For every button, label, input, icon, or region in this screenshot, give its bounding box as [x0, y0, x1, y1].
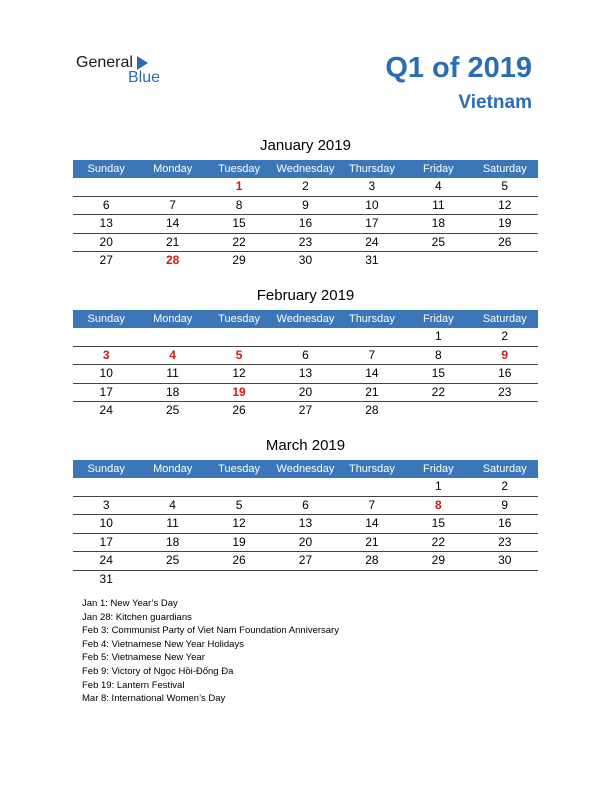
date-cell: 3	[368, 179, 376, 193]
date-cell	[139, 178, 205, 196]
holiday-note: Feb 19: Lantern Festival	[82, 679, 185, 691]
month-calendar	[73, 136, 538, 270]
date-cell: 18	[165, 384, 180, 399]
date-cell: 21	[365, 384, 379, 399]
holiday-note: Mar 8: International Women’s Day	[82, 693, 226, 705]
logo	[76, 54, 176, 90]
weekday-label: Sunday	[87, 463, 125, 475]
date-cell	[272, 328, 338, 346]
date-cell: 9	[501, 497, 509, 512]
week-row	[73, 365, 538, 384]
date-cell: 12	[232, 366, 246, 380]
date-cell: 21	[365, 534, 379, 549]
date-cell: 15	[232, 216, 246, 230]
date-cell: 1	[434, 329, 442, 343]
weekday-label: Tuesday	[218, 163, 260, 175]
date-cell	[272, 478, 338, 496]
weekday-label: Tuesday	[218, 313, 260, 325]
holiday-note: Feb 3: Communist Party of Viet Nam Foundation Anniversary	[82, 625, 339, 637]
date-cell: 14	[365, 366, 379, 380]
weekday-label: Sunday	[87, 313, 125, 325]
logo-general-text: General	[76, 54, 133, 71]
holiday-date-cell: 9	[501, 347, 509, 362]
date-cell: 6	[302, 497, 309, 512]
date-cell: 18	[431, 216, 445, 230]
weekday-label: Friday	[423, 163, 454, 175]
date-cell	[405, 402, 471, 420]
date-cell: 6	[102, 197, 110, 212]
date-cell: 16	[498, 366, 512, 380]
week-row	[73, 197, 538, 216]
date-cell: 8	[434, 347, 442, 362]
weekday-label: Friday	[423, 313, 454, 325]
date-cell	[272, 571, 338, 589]
weekday-label: Monday	[153, 163, 193, 175]
date-cell: 18	[165, 534, 180, 549]
month-calendar	[73, 286, 538, 420]
date-cell: 17	[99, 384, 113, 399]
week-row	[73, 384, 538, 403]
holiday-note: Jan 28: Kitchen guardians	[82, 611, 192, 623]
date-cell: 2	[501, 329, 509, 343]
week-row	[73, 515, 538, 534]
date-cell: 24	[99, 553, 113, 567]
weekday-label: Tuesday	[218, 463, 260, 475]
weekday-label: Thursday	[348, 163, 395, 175]
week-row	[73, 215, 538, 234]
weekday-label: Thursday	[348, 463, 395, 475]
date-cell: 21	[165, 234, 180, 249]
date-cell: 22	[431, 534, 445, 549]
holiday-note: Feb 5: Vietnamese New Year	[82, 652, 205, 664]
week-row	[73, 402, 538, 420]
date-cell	[339, 328, 405, 346]
date-cell: 29	[431, 553, 445, 567]
date-cell: 24	[99, 403, 113, 417]
date-cell: 31	[365, 253, 379, 267]
weekday-label: Saturday	[482, 313, 527, 325]
week-row	[73, 478, 538, 497]
date-cell: 12	[498, 197, 512, 212]
weekday-label: Wednesday	[276, 313, 335, 325]
holiday-date-cell: 19	[232, 384, 246, 399]
date-cell: 30	[298, 253, 313, 267]
month-title: February 2019	[256, 287, 355, 304]
date-cell: 14	[165, 216, 180, 230]
date-cell: 2	[302, 179, 309, 193]
page-title: Q1 of 2019	[385, 52, 532, 84]
date-cell: 13	[298, 516, 313, 530]
date-cell: 17	[99, 534, 113, 549]
date-cell: 4	[434, 179, 442, 193]
date-cell	[139, 478, 205, 496]
date-cell: 11	[166, 366, 179, 380]
week-row	[73, 328, 538, 347]
date-cell: 23	[498, 534, 512, 549]
week-row	[73, 252, 538, 270]
week-row	[73, 571, 538, 589]
date-cell: 17	[365, 216, 379, 230]
date-cell: 19	[498, 216, 512, 230]
week-row	[73, 178, 538, 197]
date-cell: 16	[298, 216, 313, 230]
date-cell: 1	[434, 479, 442, 493]
date-cell: 25	[165, 553, 180, 567]
date-cell	[339, 571, 405, 589]
logo-blue-text: Blue	[128, 69, 161, 86]
month-calendar	[73, 436, 538, 588]
date-cell: 30	[498, 553, 512, 567]
date-cell: 28	[365, 403, 379, 417]
week-row	[73, 552, 538, 571]
date-cell: 7	[368, 347, 376, 362]
date-cell: 28	[365, 553, 379, 567]
date-cell: 10	[365, 197, 379, 212]
weekday-label: Sunday	[87, 163, 125, 175]
date-cell: 26	[232, 553, 246, 567]
date-cell: 11	[166, 516, 179, 530]
holiday-date-cell: 4	[169, 347, 176, 362]
date-cell: 16	[498, 516, 512, 530]
weekday-label: Thursday	[348, 313, 395, 325]
date-cell: 31	[99, 571, 113, 586]
weekday-label: Friday	[423, 463, 454, 475]
date-cell: 12	[232, 516, 246, 530]
date-cell: 11	[432, 197, 445, 212]
month-title: March 2019	[265, 437, 346, 454]
holiday-date-cell: 8	[434, 497, 442, 512]
date-cell: 5	[235, 497, 243, 512]
date-cell: 7	[368, 497, 376, 512]
weekday-header	[73, 460, 538, 478]
date-cell	[472, 402, 538, 420]
holiday-note: Feb 4: Vietnamese New Year Holidays	[82, 638, 244, 650]
date-cell	[139, 328, 205, 346]
date-cell: 20	[298, 534, 313, 549]
date-cell: 26	[498, 234, 512, 249]
date-cell: 2	[501, 479, 509, 493]
date-cell: 22	[431, 384, 445, 399]
date-cell: 7	[169, 197, 176, 212]
date-cell: 20	[99, 234, 113, 249]
holiday-notes	[82, 597, 339, 706]
date-cell: 15	[431, 366, 445, 380]
date-cell: 5	[501, 179, 509, 193]
week-row	[73, 234, 538, 253]
date-cell: 4	[169, 497, 176, 512]
date-cell: 15	[431, 516, 445, 530]
date-cell: 25	[165, 403, 180, 417]
date-cell: 19	[232, 534, 246, 549]
country-name: Vietnam	[458, 92, 532, 113]
date-cell: 23	[498, 384, 512, 399]
date-cell	[405, 571, 471, 589]
week-row	[73, 534, 538, 553]
date-cell: 29	[232, 253, 246, 267]
date-cell: 9	[302, 197, 309, 212]
date-cell: 24	[365, 234, 379, 249]
weekday-label: Wednesday	[276, 463, 335, 475]
date-cell	[73, 328, 139, 346]
weekday-label: Monday	[153, 463, 193, 475]
date-cell	[405, 252, 471, 270]
holiday-date-cell: 1	[235, 179, 243, 193]
weekday-label: Monday	[153, 313, 193, 325]
date-cell	[139, 571, 205, 589]
date-cell	[472, 252, 538, 270]
date-cell: 13	[298, 366, 313, 380]
weekday-label: Saturday	[482, 463, 527, 475]
date-cell	[206, 571, 272, 589]
week-row	[73, 497, 538, 516]
holiday-note: Feb 9: Victory of Ngọc Hồi-Đống Đa	[82, 665, 234, 677]
date-cell	[472, 571, 538, 589]
weekday-header	[73, 160, 538, 178]
date-cell: 25	[431, 234, 445, 249]
date-cell	[73, 178, 139, 196]
weekday-header	[73, 310, 538, 328]
date-cell	[206, 328, 272, 346]
date-cell: 13	[99, 216, 113, 230]
date-cell: 27	[298, 553, 313, 567]
date-cell: 27	[298, 403, 313, 417]
date-cell	[339, 478, 405, 496]
date-cell: 27	[99, 253, 113, 267]
holiday-date-cell: 28	[165, 253, 180, 267]
month-title: January 2019	[260, 137, 351, 154]
date-cell: 20	[298, 384, 313, 399]
holiday-date-cell: 5	[235, 347, 243, 362]
date-cell: 23	[298, 234, 313, 249]
holiday-note: Jan 1: New Year’s Day	[82, 598, 178, 609]
date-cell: 14	[365, 516, 379, 530]
date-cell: 3	[102, 497, 110, 512]
date-cell: 8	[235, 197, 243, 212]
date-cell: 10	[99, 366, 113, 380]
date-cell: 6	[302, 347, 309, 362]
date-cell: 26	[232, 403, 246, 417]
weekday-label: Wednesday	[276, 163, 335, 175]
logo-triangle-icon	[137, 56, 148, 70]
week-row	[73, 347, 538, 366]
date-cell: 10	[99, 516, 113, 530]
holiday-date-cell: 3	[102, 347, 110, 362]
date-cell	[73, 478, 139, 496]
date-cell: 22	[232, 234, 246, 249]
date-cell	[206, 478, 272, 496]
weekday-label: Saturday	[482, 163, 527, 175]
